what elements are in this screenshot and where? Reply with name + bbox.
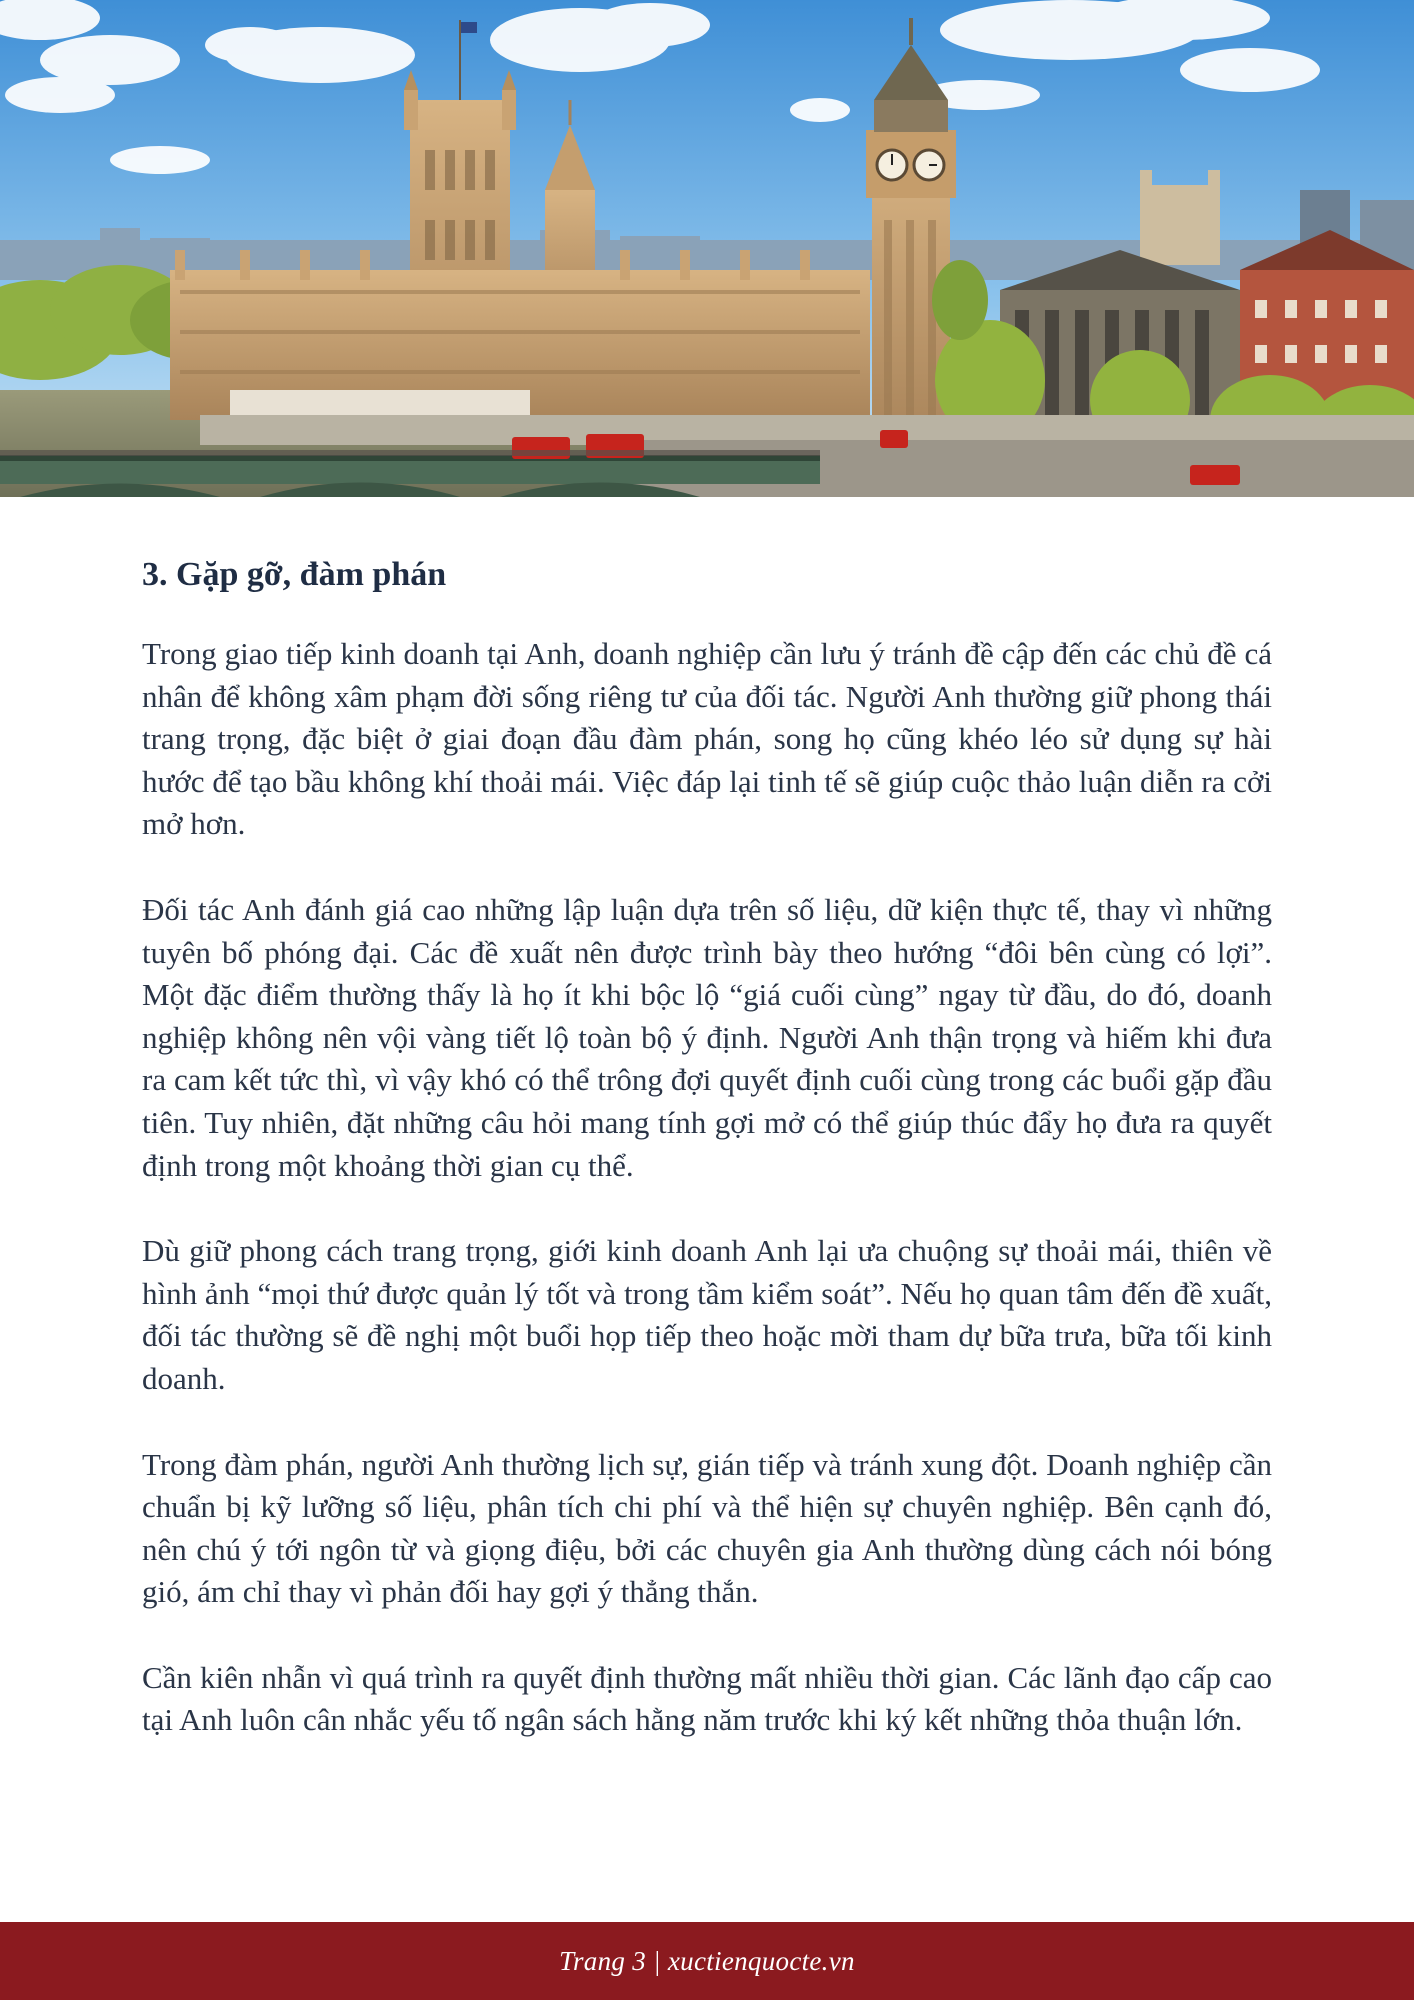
footer-page-label: Trang 3 | xuctienquocte.vn <box>559 1945 855 1976</box>
bridge-crowd <box>0 450 820 456</box>
paragraph: Trong đàm phán, người Anh thường lịch sự, gián tiếp và tránh xung đột. Doanh nghiệp cần chuẩn bị kỹ lưỡng số liệu, phân tích chi phí và thể hiện sự chuyên nghiệp. Bên cạnh đó, nên chú ý tới ngôn từ và giọng điệu, bởi các chuyên gia Anh thường dùng cách nói bóng gió, ám chỉ thay vì phản đối hay gợi ý thẳng thắn. <box>142 1446 1272 1610</box>
paragraph: Cần kiên nhẫn vì quá trình ra quyết định thường mất nhiều thời gian. Các lãnh đạo cấp cao tại Anh luôn cân nhắc yếu tố ngân sách hằng năm trước khi ký kết những thỏa thuận lớn. <box>142 1659 1272 1738</box>
paragraph: Dù giữ phong cách trang trọng, giới kinh doanh Anh lại ưa chuộng sự thoải mái, thiên về hình ảnh “mọi thứ được quản lý tốt và trong tầm kiểm soát”. Nếu họ quan tâm đến đề xuất, đối tác thường sẽ đề nghị một buổi họp tiếp theo hoặc mời tham dự bữa trưa, bữa tối kinh doanh. <box>142 1233 1272 1396</box>
page-footer <box>0 1922 1414 2000</box>
hero-photo <box>0 0 1414 497</box>
paragraph: Trong giao tiếp kinh doanh tại Anh, doanh nghiệp cần lưu ý tránh đề cập đến các chủ đề cá nhân để không xâm phạm đời sống riêng tư của đối tác. Người Anh thường giữ phong thái trang trọng, đặc biệt ở giai đoạn đầu đàm phán, song họ cũng khéo léo sử dụng sự hài hước để tạo bầu không khí thoải mái. Việc đáp lại tinh tế sẽ giúp cuộc thảo luận diễn ra cởi mở hơn. <box>142 636 1272 842</box>
article-content <box>142 553 1272 1785</box>
paragraph: Đối tác Anh đánh giá cao những lập luận dựa trên số liệu, dữ kiện thực tế, thay vì những tuyên bố phóng đại. Các đề xuất nên được trình bày theo hướng “đôi bên cùng có lợi”. Một đặc điểm thường thấy là họ ít khi bộc lộ “giá cuối cùng” ngay từ đầu, do đó, doanh nghiệp không nên vội vàng tiết lộ toàn bộ ý định. Người Anh thận trọng và hiếm khi đưa ra cam kết tức thì, vì vậy khó có thể trông đợi quyết định cuối cùng trong các buổi gặp đầu tiên. Tuy nhiên, đặt những câu hỏi mang tính gợi mở có thể giúp thúc đẩy họ đưa ra quyết định trong một khoảng thời gian cụ thể. <box>142 891 1272 1183</box>
section-heading: 3. Gặp gỡ, đàm phán <box>142 556 447 593</box>
palace-body <box>170 250 870 420</box>
